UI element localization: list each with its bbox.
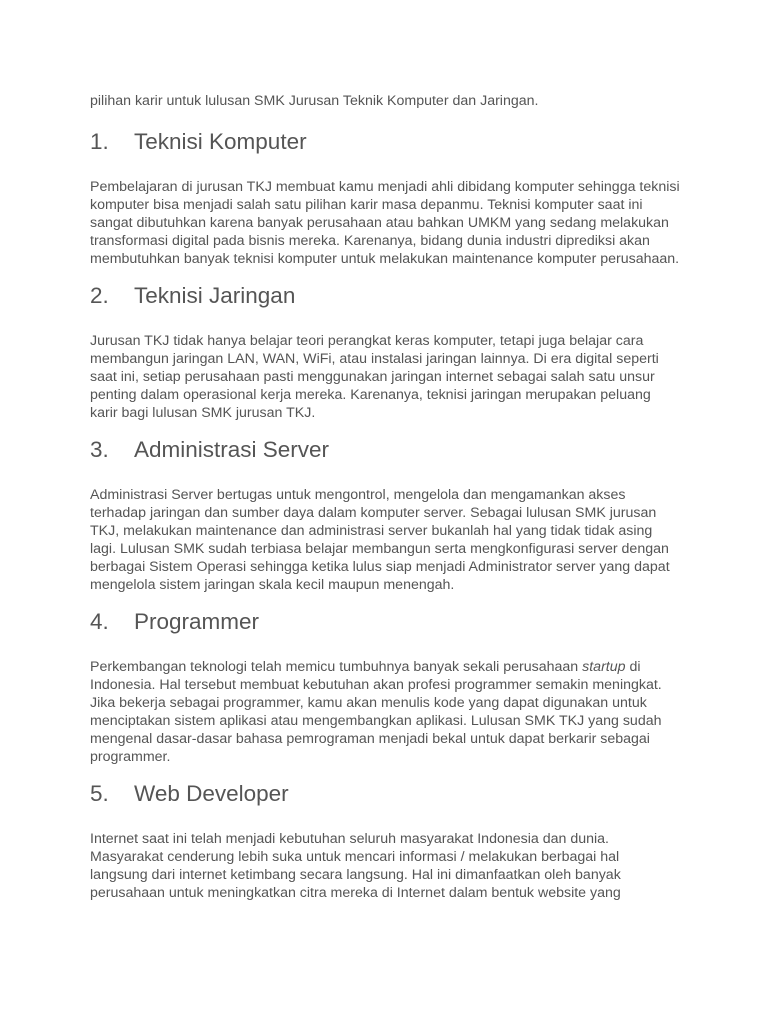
section-title: Web Developer (134, 781, 289, 806)
section-heading-programmer (90, 608, 680, 636)
section-heading-teknisi-jaringan (90, 282, 680, 310)
section-number: 1. (90, 129, 109, 154)
section-title: Programmer (134, 609, 260, 634)
section-body-administrasi-server: Administrasi Server bertugas untuk mengontrol, mengelola dan mengamankan akses terhadap jaringan dan sumber daya dalam komputer server. Sebagai lulusan SMK jurusan TKJ, melakukan maintenance dan administrasi server bukanlah hal yang tidak tidak asing lagi. Lulusan SMK sudah terbiasa belajar membangun serta mengkonfigurasi server dengan berbagai Sistem Operasi sehingga ketika lulus siap menjadi Administrator server yang dapat mengelola sistem jaringan skala kecil maupun menengah. (90, 487, 670, 593)
section-body-teknisi-komputer: Pembelajaran di jurusan TKJ membuat kamu menjadi ahli dibidang komputer sehingga teknisi komputer bisa menjadi salah satu pilihan karir masa depanmu. Teknisi komputer saat ini sangat dibutuhkan karena banyak perusahaan atau bahkan UMKM yang sedang melakukan transformasi digital pada bisnis mereka. Karenanya, bidang dunia industri diprediksi akan membutuhkan banyak teknisi komputer untuk melakukan maintenance komputer perusahaan. (90, 179, 680, 267)
body-text-after: di Indonesia. Hal tersebut membuat kebutuhan akan profesi programmer semakin meningkat. Jika bekerja sebagai programmer, kamu akan menulis kode yang dapat digunakan untuk menciptakan sistem aplikasi atau mengembangkan aplikasi. Lulusan SMK TKJ yang sudah mengenal dasar-dasar bahasa pemrograman menjadi bekal untuk dapat berkarir sebagai programmer. (90, 659, 662, 765)
section-number: 4. (90, 609, 109, 634)
section-number: 5. (90, 781, 109, 806)
section-heading-teknisi-komputer (90, 128, 680, 156)
body-text-before: Perkembangan teknologi telah memicu tumbuhnya banyak sekali perusahaan (90, 659, 583, 675)
section-title: Teknisi Komputer (134, 129, 307, 154)
section-title: Administrasi Server (134, 437, 330, 462)
section-heading-administrasi-server (90, 436, 680, 464)
section-number: 2. (90, 283, 109, 308)
section-number: 3. (90, 437, 109, 462)
section-heading-web-developer (90, 780, 680, 808)
intro-text: pilihan karir untuk lulusan SMK Jurusan Teknik Komputer dan Jaringan. (90, 93, 539, 109)
section-body-teknisi-jaringan: Jurusan TKJ tidak hanya belajar teori perangkat keras komputer, tetapi juga belajar cara membangun jaringan LAN, WAN, WiFi, atau instalasi jaringan lainnya. Di era digital seperti saat ini, setiap perusahaan pasti menggunakan jaringan internet sebagai salah satu unsur penting dalam operasional kerja mereka. Karenanya, teknisi jaringan merupakan peluang karir bagi lulusan SMK jurusan TKJ. (90, 333, 659, 421)
document-page (90, 92, 680, 902)
section-title: Teknisi Jaringan (134, 283, 296, 308)
section-body-programmer (90, 658, 680, 766)
section-body-web-developer: Internet saat ini telah menjadi kebutuhan seluruh masyarakat Indonesia dan dunia. Masyarakat cenderung lebih suka untuk mencari informasi / melakukan berbagai hal langsung dari internet ketimbang secara langsung. Hal ini dimanfaatkan oleh banyak perusahaan untuk meningkatkan citra mereka di Internet dalam bentuk website yang (90, 831, 621, 901)
startup-emphasis: startup (582, 659, 626, 675)
